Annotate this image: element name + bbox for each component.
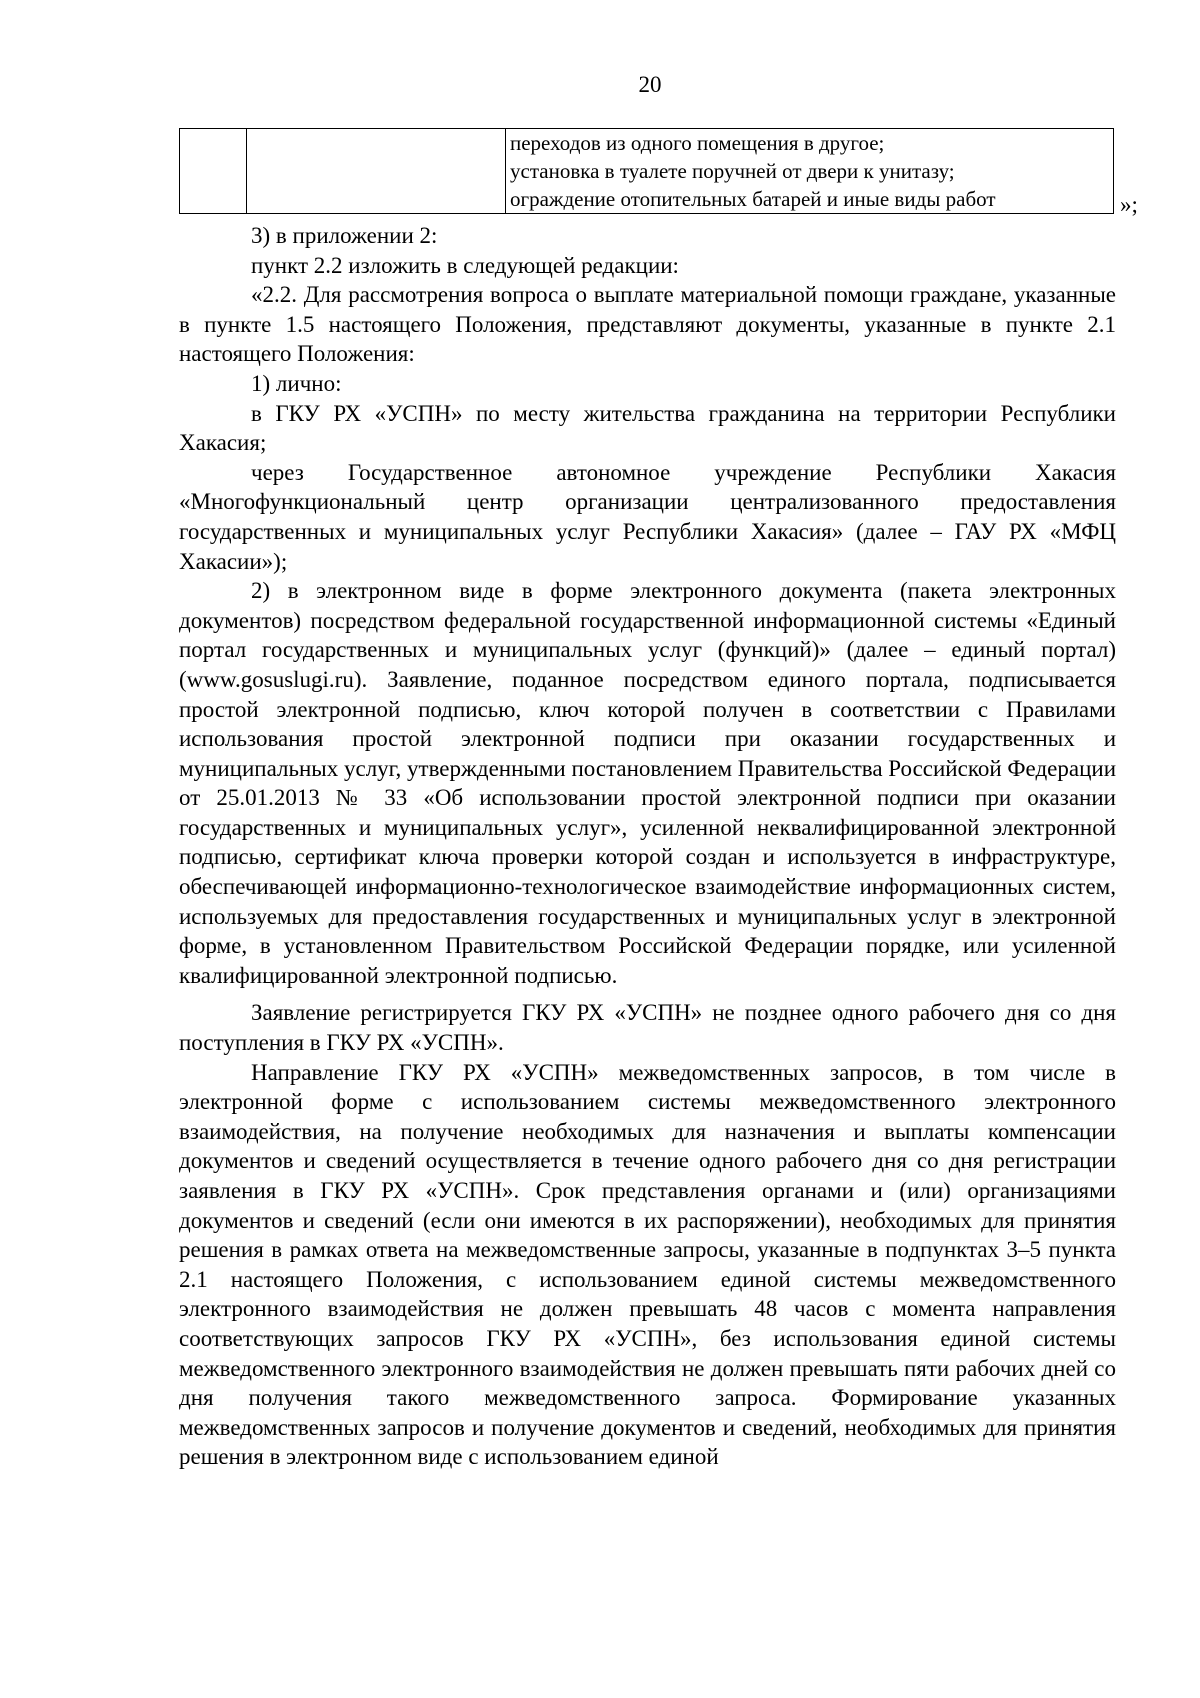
page-number: 20 xyxy=(638,72,662,97)
table-cell-name xyxy=(247,129,506,214)
table-cell-works xyxy=(506,129,1114,214)
table-continuation xyxy=(179,128,1114,214)
paragraph: 3) в приложении 2: xyxy=(251,223,438,248)
paragraph: 1) лично: xyxy=(251,370,342,396)
table-row xyxy=(180,129,1114,214)
paragraph: через Государственное автономное учреждение Республики Хакасия «Многофункциональный центр организации централизованного предоставления государственных и муниципальных услуг Республики Хакасия» (далее – ГАУ РХ «МФЦ Хакасии»); xyxy=(179,459,1116,574)
paragraph: в ГКУ РХ «УСПН» по месту жительства гражданина на территории Республики Хакасия; xyxy=(179,400,1116,456)
paragraph: пункт 2.2 изложить в следующей редакции: xyxy=(251,252,679,278)
table-cell-line: переходов из одного помещения в другое; xyxy=(510,131,885,155)
paragraph: Направление ГКУ РХ «УСПН» межведомственных запросов, в том числе в электронной форме с использованием системы межведомственного электронного взаимодействия, на получение необходимых для назначения и выплаты компенсации документов и сведений осуществляется в течение одного рабочего дня со дня регистрации заявления в ГКУ РХ «УСПН». Срок представления органами и (или) организациями документов и сведений (если они имеются в их распоряжении), необходимых для принятия решения в рамках ответа на межведомственные запросы, указанные в подпунктах 3–5 пункта 2.1 настоящего Положения, с использованием единой системы межведомственного электронного взаимодействия не должен превышать 48 часов с момента направления соответствующих запросов ГКУ РХ «УСПН», без использования единой системы межведомственного электронного взаимодействия не должен превышать пяти рабочих дней со дня получения такого межведомственного запроса. Формирование указанных межведомственных запросов и получение документов и сведений, необходимых для принятия решения в электронном виде с использованием единой xyxy=(179,1059,1116,1470)
paragraph: «2.2. Для рассмотрения вопроса о выплате материальной помощи граждане, указанные в пункте 1.5 настоящего Положения, представляют документы, указанные в пункте 2.1 настоящего Положения: xyxy=(179,282,1116,367)
table-cell-number xyxy=(180,129,247,214)
table-closing-quote: »; xyxy=(1120,192,1138,217)
document-body xyxy=(179,221,1116,1472)
paragraph: Заявление регистрируется ГКУ РХ «УСПН» не позднее одного рабочего дня со дня поступления в ГКУ РХ «УСПН». xyxy=(179,1000,1116,1056)
table-cell-line: ограждение отопительных батарей и иные виды работ xyxy=(510,187,996,211)
paragraph: 2) в электронном виде в форме электронного документа (пакета электронных документов) посредством федеральной государственной информационной системы «Единый портал государственных и муниципальных услуг (функций)» (далее – единый портал) (www.gosuslugi.ru). Заявление, поданное посредством единого портала, подписывается простой электронной подписью, ключ которой получен в соответствии с Правилами использования простой электронной подписи при оказании государственных и муниципальных услуг, утвержденными постановлением Правительства Российской Федерации от 25.01.2013 № 33 «Об использовании простой электронной подписи при оказании государственных и муниципальных услуг», усиленной неквалифицированной электронной подписью, сертификат ключа проверки которой создан и используется в инфраструктуре, обеспечивающей информационно-технологическое взаимодействие информационных систем, используемых для предоставления государственных и муниципальных услуг в электронной форме, в установленном Правительством Российской Федерации порядке, или усиленной квалифицированной электронной подписью. xyxy=(179,578,1117,988)
table-cell-line: установка в туалете поручней от двери к унитазу; xyxy=(510,159,955,183)
